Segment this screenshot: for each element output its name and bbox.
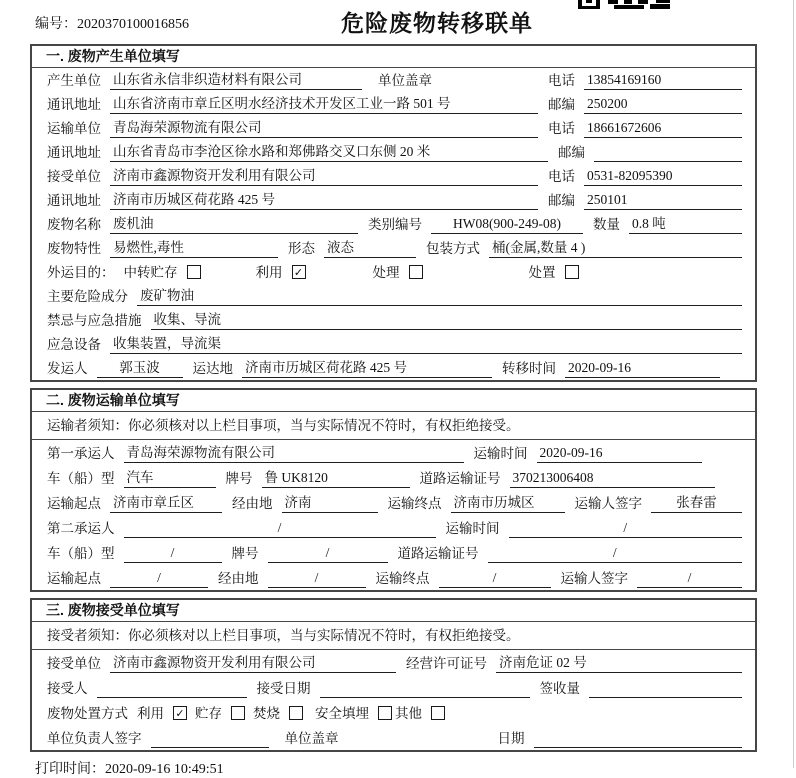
form-row: [32, 116, 755, 140]
checkbox-checked-icon: ✓: [292, 265, 306, 279]
receiver-postcode-value: 250101: [584, 190, 742, 210]
form-row: [32, 260, 755, 284]
checkbox-label: 中转贮存: [123, 265, 178, 280]
checkbox-label: 安全填埋: [315, 706, 369, 721]
unit-head-sign-label: 单位负责人签字: [47, 731, 142, 746]
main-hazard-value: 废矿物油: [137, 286, 742, 306]
endpoint-label: 运输终点: [387, 496, 442, 511]
quantity-label: 数量: [593, 217, 620, 232]
address-label: 通讯地址: [47, 193, 101, 208]
transporter-address-value: 山东省青岛市李沧区徐水路和郑佛路交叉口东侧 20 米: [110, 142, 548, 162]
transfer-time-label: 转移时间: [502, 361, 556, 376]
document-header: [0, 0, 796, 44]
disposal-method-label: 废物处置方式: [47, 706, 128, 721]
form-row: [32, 675, 755, 700]
checkbox-checked-icon: ✓: [173, 706, 187, 720]
checkbox-label: 处置: [528, 265, 556, 280]
transporter-postcode-value: [594, 143, 742, 162]
transport-unit-value: 青岛海荣源物流有限公司: [110, 118, 538, 138]
form-row: [32, 650, 755, 675]
plate-1-value: 鲁 UK8120: [262, 468, 410, 488]
serial-number: 编号：2020370100016856: [35, 17, 189, 32]
checkbox-label: 利用: [255, 265, 283, 280]
second-transport-time-value: /: [509, 518, 743, 538]
producer-unit-label: 产生单位: [47, 73, 101, 88]
receiver-notice: 接受者须知：你必须核对以上栏目事项，当与实际情况不符时，有权拒绝接受。: [47, 628, 520, 643]
notice-row: [32, 412, 755, 440]
checkbox-unchecked-icon: [289, 706, 303, 720]
via-2-value: /: [268, 568, 366, 588]
destination-value: 济南市历城区荷花路 425 号: [242, 358, 492, 378]
emergency-measures-value: 收集、导流: [151, 310, 743, 330]
checkbox-label: 其他: [395, 706, 422, 721]
checkbox-unchecked-icon: [565, 265, 579, 279]
packing-value: 桶(金属,数量 4 ): [489, 238, 742, 258]
phone-label: 电话: [548, 169, 575, 184]
transporter-sign-1-value: 张春雷: [651, 493, 742, 513]
shipper-value: 郭玉波: [97, 358, 183, 378]
receiver-unit-label: 接受单位: [47, 169, 101, 184]
receiving-unit-label: 接受单位: [47, 656, 101, 671]
transfer-storage-option: [124, 263, 256, 282]
form-row: [32, 356, 755, 380]
notice-row: [32, 622, 755, 650]
address-label: 通讯地址: [47, 145, 101, 160]
outbound-purpose-label: 外运目的：: [47, 265, 115, 280]
form-row: [32, 92, 755, 116]
receiver-address-value: 济南市历城区荷花路 425 号: [110, 190, 538, 210]
checkbox-label: 焚烧: [253, 706, 280, 721]
dispose-option: [529, 263, 579, 282]
section-producer: [30, 44, 757, 382]
producer-postcode-value: 250200: [584, 94, 742, 114]
emergency-equipment-value: 收集装置，导流渠: [110, 334, 742, 354]
recipient-value: [97, 679, 247, 698]
receiver-phone-value: 0531-82095390: [584, 166, 742, 186]
main-hazard-label: 主要危险成分: [47, 289, 128, 304]
producer-unit-value: 山东省永信非织造材料有限公司: [110, 70, 362, 90]
producer-address-value: 山东省济南市章丘区明水经济技术开发区工业一路 501 号: [110, 94, 538, 114]
destination-label: 运达地: [192, 361, 233, 376]
shipper-label: 发运人: [47, 361, 88, 376]
form-row: [32, 188, 755, 212]
form-row: [32, 725, 755, 750]
qr-code-icon: [578, 0, 670, 10]
disposal-utilize-option: [137, 704, 195, 723]
emergency-measures-label: 禁忌与应急措施: [47, 313, 142, 328]
disposal-storage-option: [195, 704, 253, 723]
vehicle-type-label: 车（船）型: [47, 471, 115, 486]
phone-label: 电话: [548, 73, 575, 88]
date-label: 日期: [497, 731, 525, 746]
waste-name-value: 废机油: [110, 214, 358, 234]
phone-label: 电话: [548, 121, 575, 136]
road-permit-2-value: /: [488, 543, 743, 563]
transporter-sign-label: 运输人签字: [560, 571, 628, 586]
endpoint-2-value: /: [439, 568, 551, 588]
road-permit-label: 道路运输证号: [419, 471, 501, 486]
section-receiver: [30, 598, 757, 752]
utilize-option: [256, 263, 373, 282]
treat-option: [373, 263, 529, 282]
form-value: 液态: [324, 238, 416, 258]
checkbox-unchecked-icon: [187, 265, 201, 279]
waste-characteristic-label: 废物特性: [47, 241, 101, 256]
road-permit-label: 道路运输证号: [397, 546, 479, 561]
receiver-unit-value: 济南市鑫源物资开发利用有限公司: [110, 166, 538, 186]
form-row: [32, 212, 755, 236]
form-row: [32, 68, 755, 92]
unit-head-sign-value: [151, 729, 269, 748]
category-code-value: HW08(900-249-08): [431, 214, 583, 234]
checkbox-label: 贮存: [195, 706, 222, 721]
producer-phone-value: 13854169160: [584, 70, 742, 90]
form-row: [32, 465, 755, 490]
transport-unit-label: 运输单位: [47, 121, 101, 136]
form-row: [32, 565, 755, 590]
form-row: [32, 236, 755, 260]
origin-2-value: /: [110, 568, 208, 588]
section-producer-header: 一. 废物产生单位填写: [32, 46, 755, 68]
plate-label: 牌号: [231, 546, 259, 561]
form-row: [32, 284, 755, 308]
checkbox-unchecked-icon: [378, 706, 392, 720]
checkbox-unchecked-icon: [409, 265, 423, 279]
page-title: 危险废物转移联单: [341, 10, 533, 36]
form-label: 形态: [288, 241, 315, 256]
disposal-incinerate-option: [253, 704, 315, 723]
second-carrier-label: 第二承运人: [47, 521, 115, 536]
origin-label: 运输起点: [47, 496, 101, 511]
received-qty-label: 签收量: [539, 681, 580, 696]
via-label: 经由地: [218, 571, 259, 586]
origin-1-value: 济南市章丘区: [110, 493, 222, 513]
print-time: 打印时间：2020-09-16 10:49:51: [35, 762, 224, 777]
disposal-other-option: [395, 704, 445, 723]
vehicle-type-2-value: /: [124, 543, 222, 563]
page-edge-line: [793, 0, 794, 768]
license-value: 济南危证 02 号: [496, 653, 742, 673]
via-1-value: 济南: [282, 493, 378, 513]
form-row: [32, 490, 755, 515]
form-row: [32, 332, 755, 356]
first-transport-time-value: 2020-09-16: [537, 443, 702, 463]
receiving-unit-value: 济南市鑫源物资开发利用有限公司: [110, 653, 396, 673]
packing-label: 包装方式: [426, 241, 480, 256]
emergency-equipment-label: 应急设备: [47, 337, 101, 352]
checkbox-label: 处理: [372, 265, 400, 280]
form-row: [32, 164, 755, 188]
transporter-phone-value: 18661672606: [584, 118, 742, 138]
via-label: 经由地: [232, 496, 273, 511]
form-row: [32, 140, 755, 164]
quantity-value: 0.8 吨: [629, 214, 742, 234]
transport-time-label: 运输时间: [473, 446, 528, 461]
plate-2-value: /: [268, 543, 388, 563]
form-row: [32, 308, 755, 332]
form-row: [32, 700, 755, 725]
unit-seal-label: 单位盖章: [378, 73, 432, 88]
date-value: [534, 729, 743, 748]
checkbox-label: 利用: [137, 706, 164, 721]
checkbox-unchecked-icon: [431, 706, 445, 720]
endpoint-label: 运输终点: [375, 571, 430, 586]
disposal-landfill-option: [315, 704, 395, 723]
section-receiver-header: 三. 废物接受单位填写: [32, 600, 755, 622]
transporter-sign-label: 运输人签字: [574, 496, 642, 511]
waste-characteristic-value: 易燃性,毒性: [110, 238, 278, 258]
transport-time-label: 运输时间: [445, 521, 500, 536]
origin-label: 运输起点: [47, 571, 101, 586]
address-label: 通讯地址: [47, 97, 101, 112]
received-qty-value: [589, 679, 742, 698]
checkbox-unchecked-icon: [231, 706, 245, 720]
category-code-label: 类别编号: [368, 217, 422, 232]
receipt-date-label: 接受日期: [256, 681, 311, 696]
vehicle-type-label: 车（船）型: [47, 546, 115, 561]
section-transporter-header: 二. 废物运输单位填写: [32, 390, 755, 412]
transfer-time-value: 2020-09-16: [565, 358, 720, 378]
receipt-date-value: [320, 679, 530, 698]
plate-label: 牌号: [225, 471, 253, 486]
transporter-sign-2-value: /: [637, 568, 742, 588]
postcode-label: 邮编: [548, 193, 575, 208]
unit-seal-label: 单位盖章: [284, 731, 339, 746]
transporter-notice: 运输者须知：你必须核对以上栏目事项，当与实际情况不符时，有权拒绝接受。: [47, 418, 520, 433]
first-carrier-label: 第一承运人: [47, 446, 115, 461]
recipient-label: 接受人: [47, 681, 88, 696]
road-permit-1-value: 370213006408: [510, 468, 715, 488]
postcode-label: 邮编: [548, 97, 575, 112]
waste-name-label: 废物名称: [47, 217, 101, 232]
first-carrier-value: 青岛海荣源物流有限公司: [124, 443, 464, 463]
form-row: [32, 540, 755, 565]
form-row: [32, 515, 755, 540]
form-row: [32, 440, 755, 465]
section-transporter: [30, 388, 757, 592]
vehicle-type-1-value: 汽车: [124, 468, 216, 488]
second-carrier-value: /: [124, 518, 436, 538]
postcode-label: 邮编: [558, 145, 585, 160]
license-label: 经营许可证号: [406, 656, 487, 671]
endpoint-1-value: 济南市历城区: [451, 493, 565, 513]
